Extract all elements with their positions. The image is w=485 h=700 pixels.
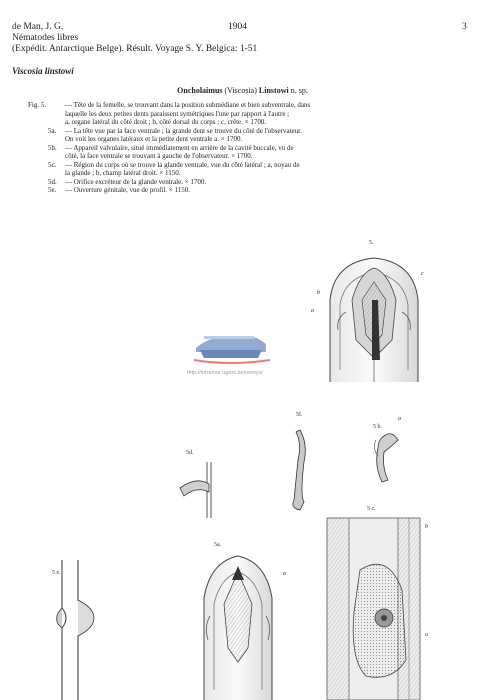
label-fig5a-a: a: [283, 571, 286, 577]
label-fig5a: 5a.: [214, 542, 222, 548]
label-fig5-a: a: [311, 308, 314, 314]
page-number: 3: [462, 22, 467, 32]
caption-line: — Orifice excréteur de la glande ventrale. × 1700.: [65, 177, 207, 186]
label-fig5c-b: b: [425, 524, 428, 530]
figure-5d-orifice: [180, 462, 211, 518]
label-fig5-c: c: [421, 271, 424, 277]
caption-label: 5e.: [48, 186, 57, 194]
label-fig5b: 5 b.: [373, 424, 382, 430]
caption-line: On voit les organes latéraux et la petite dent ventrale a. × 1700.: [65, 135, 243, 143]
figure-5-head: [330, 258, 418, 382]
label-fig5: 5.: [369, 240, 374, 246]
caption-label: 5b.: [48, 143, 57, 152]
figure-5e-genital: [57, 560, 94, 700]
species-name: Viscosia linstowi: [12, 66, 74, 76]
caption-line: — Appareil valvulaire, situé immédiatement en arrière de la cavité buccale, vu de: [65, 143, 294, 152]
figure-5f-organ: [293, 430, 305, 510]
plate-title-name: Linstowi: [258, 86, 289, 95]
header-subtitle: Nématodes libres: [12, 33, 79, 43]
caption-line: la glande ; b, champ latéral droit. × 1150.: [65, 169, 181, 177]
caption-line: — La tête vue par la face ventrale ; la grande dent se trouve du côté de l'observateur.: [65, 126, 302, 135]
caption-line: a, organe latéral du côté droit ; b, côté dorsal du corps ; c, crête. × 1700.: [65, 118, 267, 126]
caption-line: laquelle les deux petites dents paraissent symétriques l'une par rapport à l'autre ;: [65, 109, 290, 118]
figure-5b-valve: [374, 434, 398, 482]
plate-title-subgenus: (Viscosia): [224, 86, 257, 95]
caption-label: Fig. 5.: [28, 101, 47, 109]
plate-title-genus: Oncholaimus: [177, 86, 223, 95]
label-fig5f: 5f.: [296, 412, 303, 418]
label-fig5d: 5d.: [186, 450, 194, 456]
caption-label: 5a.: [48, 126, 57, 135]
author: de Man, J. G.: [12, 22, 64, 32]
caption-label: 5d.: [48, 177, 57, 186]
caption-line: — Région du corps où se trouve la glande ventrale, vue du côté latéral ; a, noyau de: [65, 160, 300, 169]
label-fig5-b: b: [317, 290, 320, 296]
caption-line: — Ouverture génitale, vue de profil. × 1150.: [65, 186, 190, 194]
watermark-logo-icon: [194, 336, 270, 363]
header-publication: (Expédit. Antarctique Belge). Résult. Voyage S. Y. Belgica: 1-51: [12, 44, 258, 54]
plate-title-suffix: n. sp.: [290, 86, 308, 95]
figure-5c-gland: [327, 518, 420, 700]
watermark-url: http://intramar.ugent.be/nemys/: [187, 370, 263, 376]
label-fig5e: 5 e.: [52, 570, 61, 576]
label-fig5b-a: a: [398, 416, 401, 422]
caption-line: côté, la face ventrale se trouvant à gauche de l'observateur. × 1700.: [65, 152, 253, 160]
label-fig5c-a: a: [425, 632, 428, 638]
label-fig5c: 5 c.: [367, 506, 376, 512]
figure-5a-head-ventral: [204, 556, 272, 700]
caption-line: — Tête de la femelle, se trouvant dans la position submédiane et bien subventrale, dans: [65, 101, 311, 109]
caption-label: 5c.: [48, 160, 57, 169]
year: 1904: [228, 22, 247, 32]
